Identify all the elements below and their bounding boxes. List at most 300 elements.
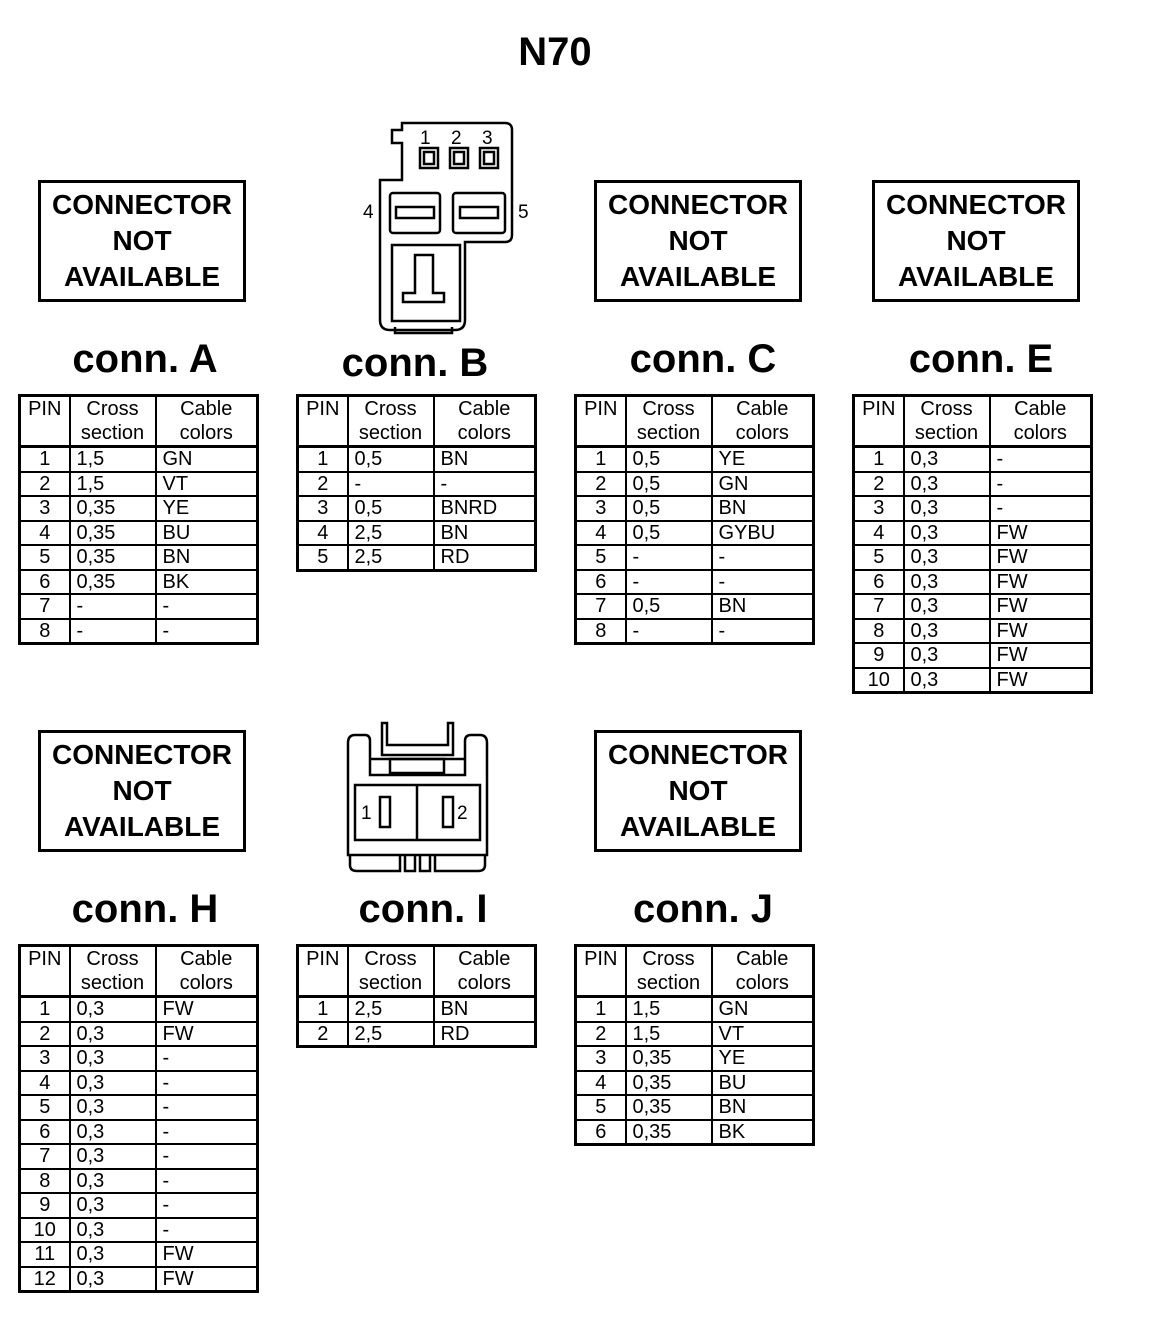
cell-cable-color: GN — [712, 472, 814, 497]
table-row — [20, 570, 258, 595]
cell-pin: 4 — [20, 1071, 70, 1096]
connector-b-label: conn. B — [341, 341, 489, 385]
table-row — [854, 521, 1092, 546]
table-row — [298, 545, 536, 570]
header-cable-colors-text: Cable — [180, 398, 233, 420]
cell-cable-color: - — [156, 1046, 258, 1071]
header-cable-colors-text: Cable — [180, 948, 233, 970]
cell-pin: 3 — [298, 496, 348, 521]
cell-pin: 1 — [854, 447, 904, 472]
header-cross-section-text: section — [358, 972, 423, 994]
cell-pin: 3 — [854, 496, 904, 521]
cell-cable-color: - — [156, 1144, 258, 1169]
cell-cable-color: - — [156, 1071, 258, 1096]
header-pin-text: PIN — [28, 948, 62, 970]
cell-cross-section: 0,35 — [626, 1046, 712, 1071]
cell-cross-section: 0,3 — [70, 1095, 156, 1120]
connector-i-diagram — [335, 715, 505, 880]
header-cable-colors-text: Cable — [458, 398, 511, 420]
page-title: N70 — [518, 30, 592, 74]
na-line: AVAILABLE — [63, 811, 221, 842]
pin-table-h — [18, 944, 259, 1293]
table-header-row — [576, 946, 814, 997]
connector-e-label: conn. E — [908, 337, 1054, 381]
cell-cross-section: 0,5 — [626, 472, 712, 497]
connector-i-label: conn. I — [358, 887, 488, 931]
cell-pin: 5 — [20, 1095, 70, 1120]
cell-cross-section: - — [626, 619, 712, 644]
cell-pin: 4 — [298, 521, 348, 546]
header-pin — [298, 946, 348, 997]
table-row — [20, 1022, 258, 1047]
table-row — [576, 1095, 814, 1120]
header-pin-text: PIN — [28, 398, 62, 420]
cell-pin: 4 — [576, 1071, 626, 1096]
header-cable-colors-text: colors — [735, 422, 789, 444]
cell-cable-color: - — [712, 570, 814, 595]
header-cross-section-text: Cross — [920, 398, 973, 420]
table-row — [298, 472, 536, 497]
header-cable-colors-text: colors — [457, 422, 511, 444]
table-row — [854, 643, 1092, 668]
table-row — [576, 997, 814, 1022]
table-row — [854, 545, 1092, 570]
header-cable-colors — [712, 396, 814, 447]
table-row — [20, 1120, 258, 1145]
table-row — [854, 496, 1092, 521]
header-cable-colors-text: colors — [179, 972, 233, 994]
cell-cross-section: 0,3 — [70, 997, 156, 1022]
table-row — [576, 570, 814, 595]
pin-label: 5 — [518, 202, 529, 223]
cell-pin: 8 — [576, 619, 626, 644]
cell-cable-color: - — [156, 1218, 258, 1243]
table-row — [298, 447, 536, 472]
header-cross-section-text: Cross — [642, 398, 695, 420]
header-cross-section-text: Cross — [86, 948, 139, 970]
cell-pin: 11 — [20, 1242, 70, 1267]
cell-pin: 1 — [576, 447, 626, 472]
table-row — [20, 1144, 258, 1169]
cell-cable-color: - — [990, 496, 1092, 521]
cell-cable-color: - — [156, 1193, 258, 1218]
header-cross-section — [626, 396, 712, 447]
cell-pin: 7 — [576, 594, 626, 619]
header-cross-section — [348, 946, 434, 997]
header-cross-section-text: Cross — [364, 948, 417, 970]
header-pin-text: PIN — [584, 398, 618, 420]
table-header-row — [576, 396, 814, 447]
cell-cable-color: YE — [712, 447, 814, 472]
cell-cable-color: YE — [156, 496, 258, 521]
header-cable-colors — [434, 396, 536, 447]
cell-cross-section: 0,3 — [904, 447, 990, 472]
header-cross-section-text: section — [80, 422, 145, 444]
table-row — [20, 472, 258, 497]
cell-pin: 4 — [854, 521, 904, 546]
table-row — [20, 594, 258, 619]
cell-cross-section: 0,3 — [904, 643, 990, 668]
cell-pin: 7 — [854, 594, 904, 619]
cell-cable-color: - — [156, 1120, 258, 1145]
cell-pin: 1 — [20, 447, 70, 472]
cell-pin: 5 — [298, 545, 348, 570]
header-cable-colors — [156, 396, 258, 447]
cell-pin: 9 — [854, 643, 904, 668]
cell-cross-section: 0,35 — [626, 1071, 712, 1096]
header-pin — [20, 396, 70, 447]
table-row — [854, 594, 1092, 619]
cell-cross-section: 0,3 — [904, 668, 990, 693]
cell-pin: 4 — [20, 521, 70, 546]
table-row — [298, 1022, 536, 1047]
cell-cross-section: 0,35 — [626, 1120, 712, 1145]
cell-pin: 2 — [576, 472, 626, 497]
pin-label: 1 — [361, 803, 372, 824]
table-row — [576, 619, 814, 644]
cell-cable-color: FW — [156, 1022, 258, 1047]
table-row — [854, 472, 1092, 497]
cell-cable-color: VT — [712, 1022, 814, 1047]
cell-cable-color: GN — [712, 997, 814, 1022]
cell-cross-section: 2,5 — [348, 545, 434, 570]
cell-cable-color: GN — [156, 447, 258, 472]
cell-cross-section: 0,35 — [70, 496, 156, 521]
table-row — [20, 997, 258, 1022]
connector-a-label: conn. A — [72, 337, 218, 381]
header-cable-colors — [434, 946, 536, 997]
connector-c-label: conn. C — [629, 337, 777, 381]
cell-cross-section: 0,35 — [70, 570, 156, 595]
table-row — [576, 545, 814, 570]
table-row — [20, 447, 258, 472]
pin-table-j — [574, 944, 815, 1146]
cell-pin: 5 — [576, 1095, 626, 1120]
cell-cable-color: - — [990, 472, 1092, 497]
cell-cross-section: 0,3 — [70, 1046, 156, 1071]
header-cross-section — [70, 946, 156, 997]
table-header-row — [20, 946, 258, 997]
cell-cross-section: 0,35 — [70, 545, 156, 570]
table-row — [298, 521, 536, 546]
cell-pin: 7 — [20, 1144, 70, 1169]
table-row — [576, 1120, 814, 1145]
header-cable-colors-text: colors — [1013, 422, 1067, 444]
cell-cross-section: 0,3 — [904, 521, 990, 546]
cell-pin: 2 — [576, 1022, 626, 1047]
cell-pin: 7 — [20, 594, 70, 619]
cell-cross-section: 0,3 — [904, 496, 990, 521]
cell-pin: 10 — [854, 668, 904, 693]
connector-c-not-available — [594, 180, 802, 302]
header-cable-colors-text: colors — [457, 972, 511, 994]
header-cable-colors-text: Cable — [458, 948, 511, 970]
cell-cable-color: GYBU — [712, 521, 814, 546]
connector-h-label: conn. H — [71, 887, 219, 931]
cell-cross-section: - — [626, 570, 712, 595]
header-pin — [20, 946, 70, 997]
cell-pin: 5 — [854, 545, 904, 570]
cell-cable-color: RD — [434, 1022, 536, 1047]
cell-cable-color: BU — [156, 521, 258, 546]
cell-cable-color: - — [434, 472, 536, 497]
cell-cross-section: 0,3 — [70, 1242, 156, 1267]
na-line: CONNECTOR — [52, 189, 232, 220]
na-line: CONNECTOR — [608, 189, 788, 220]
cell-cable-color: FW — [156, 997, 258, 1022]
cell-cross-section: 2,5 — [348, 521, 434, 546]
cell-cable-color: BNRD — [434, 496, 536, 521]
cell-cross-section: 0,3 — [70, 1120, 156, 1145]
table-row — [20, 1169, 258, 1194]
header-cross-section-text: Cross — [86, 398, 139, 420]
na-line: NOT — [668, 775, 728, 806]
table-row — [20, 1242, 258, 1267]
na-line: CONNECTOR — [886, 189, 1066, 220]
cell-cable-color: BK — [156, 570, 258, 595]
pin-table-i — [296, 944, 537, 1048]
connector-e-not-available — [872, 180, 1080, 302]
header-cable-colors-text: colors — [179, 422, 233, 444]
header-cross-section-text: section — [80, 972, 145, 994]
cell-cable-color: FW — [990, 619, 1092, 644]
header-cross-section — [904, 396, 990, 447]
cell-pin: 1 — [576, 997, 626, 1022]
cell-cable-color: VT — [156, 472, 258, 497]
table-row — [20, 545, 258, 570]
cell-cross-section: - — [70, 619, 156, 644]
cell-cable-color: - — [156, 594, 258, 619]
cell-cross-section: 0,3 — [904, 570, 990, 595]
cell-cross-section: 0,35 — [70, 521, 156, 546]
pin-label: 2 — [451, 128, 462, 149]
cell-pin: 9 — [20, 1193, 70, 1218]
cell-cable-color: - — [156, 619, 258, 644]
cell-cable-color: BN — [434, 997, 536, 1022]
cell-cross-section: 1,5 — [70, 472, 156, 497]
table-row — [20, 1071, 258, 1096]
cell-cable-color: FW — [990, 570, 1092, 595]
table-row — [854, 668, 1092, 693]
header-cable-colors — [712, 946, 814, 997]
na-line: CONNECTOR — [608, 739, 788, 770]
pin-table-a — [18, 394, 259, 645]
cell-pin: 3 — [576, 1046, 626, 1071]
cell-pin: 5 — [576, 545, 626, 570]
table-row — [20, 1095, 258, 1120]
cell-cross-section: 0,3 — [70, 1144, 156, 1169]
table-row — [298, 997, 536, 1022]
table-row — [20, 496, 258, 521]
cell-cross-section: 0,3 — [70, 1071, 156, 1096]
cell-pin: 2 — [298, 472, 348, 497]
cell-cable-color: FW — [990, 545, 1092, 570]
pin-label: 3 — [482, 128, 493, 149]
header-cable-colors-text: colors — [735, 972, 789, 994]
pin-table-b — [296, 394, 537, 572]
cell-cross-section: 0,3 — [70, 1022, 156, 1047]
cell-cross-section: 0,3 — [70, 1218, 156, 1243]
cell-pin: 2 — [20, 472, 70, 497]
header-cable-colors-text: Cable — [1014, 398, 1067, 420]
header-pin-text: PIN — [306, 398, 340, 420]
cell-pin: 3 — [576, 496, 626, 521]
cell-cross-section: 2,5 — [348, 1022, 434, 1047]
na-line: NOT — [946, 225, 1006, 256]
table-header-row — [854, 396, 1092, 447]
table-header-row — [298, 396, 536, 447]
cell-cross-section: 1,5 — [626, 997, 712, 1022]
cell-cross-section: - — [70, 594, 156, 619]
header-pin — [576, 946, 626, 997]
table-row — [854, 570, 1092, 595]
table-row — [20, 1218, 258, 1243]
cell-cable-color: - — [990, 447, 1092, 472]
cell-pin: 8 — [20, 1169, 70, 1194]
connector-j-label: conn. J — [632, 887, 774, 931]
cell-cross-section: - — [348, 472, 434, 497]
header-cross-section — [70, 396, 156, 447]
cell-cable-color: BN — [434, 521, 536, 546]
table-row — [20, 1267, 258, 1292]
cell-cross-section: 1,5 — [70, 447, 156, 472]
table-header-row — [298, 946, 536, 997]
cell-cable-color: RD — [434, 545, 536, 570]
table-row — [576, 496, 814, 521]
cell-pin: 2 — [854, 472, 904, 497]
table-row — [576, 447, 814, 472]
cell-cable-color: - — [712, 545, 814, 570]
cell-pin: 6 — [854, 570, 904, 595]
cell-cross-section: 0,5 — [348, 496, 434, 521]
cell-cable-color: FW — [156, 1267, 258, 1292]
table-row — [576, 1071, 814, 1096]
cell-pin: 6 — [576, 1120, 626, 1145]
na-line: NOT — [668, 225, 728, 256]
header-cross-section-text: Cross — [364, 398, 417, 420]
na-line: NOT — [112, 775, 172, 806]
cell-cable-color: BN — [712, 496, 814, 521]
header-cross-section-text: section — [636, 972, 701, 994]
header-cable-colors-text: Cable — [736, 398, 789, 420]
cell-pin: 8 — [854, 619, 904, 644]
cell-cable-color: BN — [712, 594, 814, 619]
table-row — [576, 594, 814, 619]
cell-cable-color: FW — [990, 668, 1092, 693]
table-row — [854, 619, 1092, 644]
header-pin — [576, 396, 626, 447]
cell-cross-section: - — [626, 545, 712, 570]
cell-pin: 1 — [298, 997, 348, 1022]
cell-pin: 6 — [20, 570, 70, 595]
cell-cross-section: 0,5 — [626, 447, 712, 472]
cell-pin: 12 — [20, 1267, 70, 1292]
pin-label: 1 — [420, 128, 431, 149]
cell-cross-section: 0,3 — [70, 1169, 156, 1194]
header-cross-section-text: section — [358, 422, 423, 444]
table-row — [576, 1022, 814, 1047]
cell-cross-section: 0,3 — [904, 472, 990, 497]
cell-pin: 8 — [20, 619, 70, 644]
cell-cross-section: 0,5 — [626, 521, 712, 546]
cell-cross-section: 0,3 — [70, 1193, 156, 1218]
header-cable-colors — [990, 396, 1092, 447]
header-cross-section-text: section — [636, 422, 701, 444]
cell-cross-section: 1,5 — [626, 1022, 712, 1047]
header-cable-colors-text: Cable — [736, 948, 789, 970]
cell-pin: 2 — [20, 1022, 70, 1047]
table-row — [20, 521, 258, 546]
header-pin-text: PIN — [584, 948, 618, 970]
cell-cross-section: 0,3 — [904, 619, 990, 644]
header-pin-text: PIN — [306, 948, 340, 970]
cell-pin: 10 — [20, 1218, 70, 1243]
cell-cable-color: FW — [156, 1242, 258, 1267]
cell-cable-color: FW — [990, 643, 1092, 668]
cell-cross-section: 0,3 — [904, 594, 990, 619]
cell-cable-color: YE — [712, 1046, 814, 1071]
cell-cable-color: FW — [990, 594, 1092, 619]
cell-pin: 1 — [20, 997, 70, 1022]
cell-cross-section: 0,35 — [626, 1095, 712, 1120]
header-cross-section — [626, 946, 712, 997]
na-line: AVAILABLE — [619, 261, 777, 292]
cell-pin: 4 — [576, 521, 626, 546]
table-row — [576, 472, 814, 497]
table-row — [576, 521, 814, 546]
connector-j-not-available — [594, 730, 802, 852]
cell-cable-color: BK — [712, 1120, 814, 1145]
cell-cable-color: - — [712, 619, 814, 644]
header-cross-section-text: Cross — [642, 948, 695, 970]
cell-pin: 3 — [20, 496, 70, 521]
header-pin — [854, 396, 904, 447]
cell-pin: 6 — [20, 1120, 70, 1145]
table-header-row — [20, 396, 258, 447]
connector-h-not-available — [38, 730, 246, 852]
header-pin — [298, 396, 348, 447]
cell-cable-color: BU — [712, 1071, 814, 1096]
cell-cable-color: FW — [990, 521, 1092, 546]
table-row — [20, 1046, 258, 1071]
cell-cross-section: 0,5 — [348, 447, 434, 472]
na-line: AVAILABLE — [897, 261, 1055, 292]
connector-b-diagram — [360, 115, 540, 340]
cell-cross-section: 0,3 — [904, 545, 990, 570]
table-row — [20, 1193, 258, 1218]
cell-cable-color: - — [156, 1169, 258, 1194]
header-pin-text: PIN — [862, 398, 896, 420]
na-line: CONNECTOR — [52, 739, 232, 770]
pin-label: 4 — [363, 202, 374, 223]
cell-cross-section: 0,3 — [70, 1267, 156, 1292]
pin-table-c — [574, 394, 815, 645]
connector-a-not-available — [38, 180, 246, 302]
cell-pin: 2 — [298, 1022, 348, 1047]
na-line: NOT — [112, 225, 172, 256]
cell-cable-color: BN — [434, 447, 536, 472]
cell-cable-color: BN — [156, 545, 258, 570]
table-row — [20, 619, 258, 644]
cell-cable-color: - — [156, 1095, 258, 1120]
cell-cross-section: 2,5 — [348, 997, 434, 1022]
cell-pin: 3 — [20, 1046, 70, 1071]
pin-table-e — [852, 394, 1093, 694]
na-line: AVAILABLE — [619, 811, 777, 842]
table-row — [854, 447, 1092, 472]
cell-pin: 1 — [298, 447, 348, 472]
cell-cross-section: 0,5 — [626, 594, 712, 619]
